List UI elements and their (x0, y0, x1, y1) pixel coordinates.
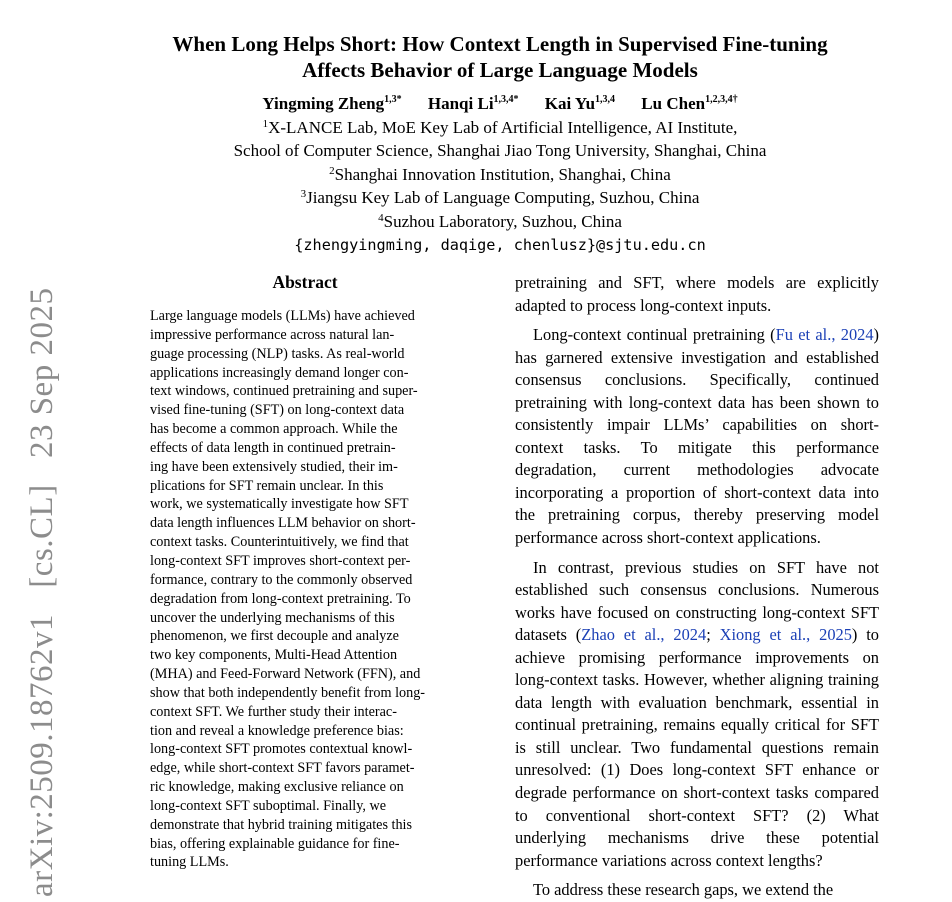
abstract-line: ing have been extensively studied, their im- (150, 458, 398, 475)
paper-title (90, 31, 910, 83)
abstract-line: text windows, continued pretraining and super- (150, 383, 418, 400)
paragraph: In contrast, previous studies on SFT have not established such consensus conclusions. Numerous works have focused on constructing long-context SFT datasets (Zhao et al., 2024; Xiong et al., 2025) to achieve promising performance improvements on long-context tasks. However, whether aligning training data length with evaluation benchmark, essential in continual pretraining, remains equally critical for SFT is still unclear. Two fundamental questions remain unresolved: (1) Does long-context SFT enhance or degrade performance on short-context tasks compared to conventional short-context SFT? (2) What underlying mechanisms drive these potential performance variations across context lengths? (515, 557, 879, 870)
affiliation-4: $^4$Suzhou Laboratory, Suzhou, China (378, 211, 622, 231)
abstract-line: has become a common approach. While the (150, 421, 398, 438)
abstract-line: degradation from long-context pretraining. To (150, 590, 411, 607)
abstract-line: show that both independently benefit from long- (150, 684, 426, 701)
abstract-line: long-context SFT suboptimal. Finally, we (150, 797, 387, 814)
citation-link[interactable]: Fu et al., 2024 (775, 325, 874, 345)
title-line-1: When Long Helps Short: How Context Length in Supervised Fine-tuning (172, 32, 828, 56)
abstract-line: plications for SFT remain unclear. In this (150, 477, 384, 494)
abstract-line: tion and reveal a knowledge preference bias: (150, 722, 404, 739)
abstract-line: guage processing (NLP) tasks. As real-world (150, 345, 405, 362)
paragraph: pretraining and SFT, where models are explicitly adapted to process long-context inputs. (515, 273, 879, 315)
author: Hanqi $Li^{1,3,4*}$ (427, 94, 519, 113)
arxiv-id[interactable]: arXiv:2509.18762v1 (24, 613, 60, 897)
abstract-line: two key components, Multi-Head Attention (150, 647, 398, 664)
abstract-line: context SFT. We further study their interac- (150, 703, 397, 720)
abstract-line: impressive performance across natural lan- (150, 326, 395, 343)
abstract-line: bias, offering explainable guidance for fine- (150, 835, 400, 852)
affiliation-3: $^3$Jiangsu Key Lab of Language Computing, Suzhou, China (300, 188, 700, 208)
arxiv-category: [cs.CL] (24, 484, 60, 588)
affiliation-2: $^2$Shanghai Innovation Institution, Shanghai, China (329, 164, 671, 184)
affiliation-1-cont: School of Computer Science, Shanghai Jiao Tong University, Shanghai, China (233, 141, 767, 161)
paragraph: To address these research gaps, we extend the (533, 880, 834, 900)
citation-link[interactable]: Xiong et al., 2025 (719, 625, 852, 645)
abstract-line: vised fine-tuning (SFT) on long-context data (150, 402, 405, 419)
abstract-line: demonstrate that hybrid training mitigates this (150, 816, 413, 833)
abstract-line: edge, while short-context SFT favors paramet- (150, 760, 415, 777)
intro-column (515, 272, 879, 902)
author: Kai Yu$^{1,3,4}$ (544, 94, 616, 113)
abstract-line: Large language models (LLMs) have achieved (150, 308, 415, 324)
arxiv-date: 23 Sep 2025 (24, 287, 60, 459)
affiliation-1: $^1$X-LANCE Lab, MoE Key Lab of Artificial Intelligence, AI Institute, (262, 118, 738, 137)
affiliations (90, 116, 910, 256)
abstract-line: work, we systematically investigate how SFT (150, 496, 409, 513)
author: Lu Chen$^{1,2,3,4\dagger}$ (641, 94, 738, 113)
abstract-line: phenomenon, we first decouple and analyze (150, 628, 399, 645)
abstract-body (150, 307, 460, 872)
abstract-line: ric knowledge, making exclusive reliance on (150, 779, 404, 796)
abstract-line: tuning LLMs. (150, 854, 229, 871)
abstract-line: long-context SFT promotes contextual knowl- (150, 741, 413, 758)
citation-link[interactable]: Zhao et al., 2024 (581, 625, 707, 645)
abstract-line: formance, contrary to the commonly observed (150, 571, 413, 588)
paragraph: Long-context continual pretraining (Fu et al., 2024) has garnered extensive investigation and established consensus conclusions. Specifically, continued pretraining with long-context data has been shown to consistently impair LLMs’ capabilities on short-context tasks. To mitigate this performance degradation, current methodologies advocate incorporating a proportion of short-context data into the pretraining corpus, thereby preserving model performance across short-context applications. (515, 325, 879, 548)
abstract-line: effects of data length in continued pretrain- (150, 439, 396, 456)
title-line-2: Affects Behavior of Large Language Models (302, 58, 698, 82)
author-list (90, 93, 910, 115)
abstract-line: applications increasingly demand longer con- (150, 364, 409, 381)
abstract-heading: Abstract (272, 272, 338, 292)
abstract-line: context tasks. Counterintuitively, we find that (150, 534, 409, 551)
abstract-line: data length influences LLM behavior on short- (150, 515, 416, 532)
abstract-line: long-context SFT improves short-context per- (150, 552, 411, 569)
abstract-line: (MHA) and Feed-Forward Network (FFN), and (150, 666, 421, 683)
abstract-line: uncover the underlying mechanisms of this (150, 609, 395, 626)
author-emails[interactable]: {zhengyingming, daqige, chenlusz}@sjtu.edu.cn (294, 236, 706, 255)
author: Yingming Zheng$^{1,3*}$ (262, 94, 402, 113)
arxiv-stamp (22, 288, 62, 897)
